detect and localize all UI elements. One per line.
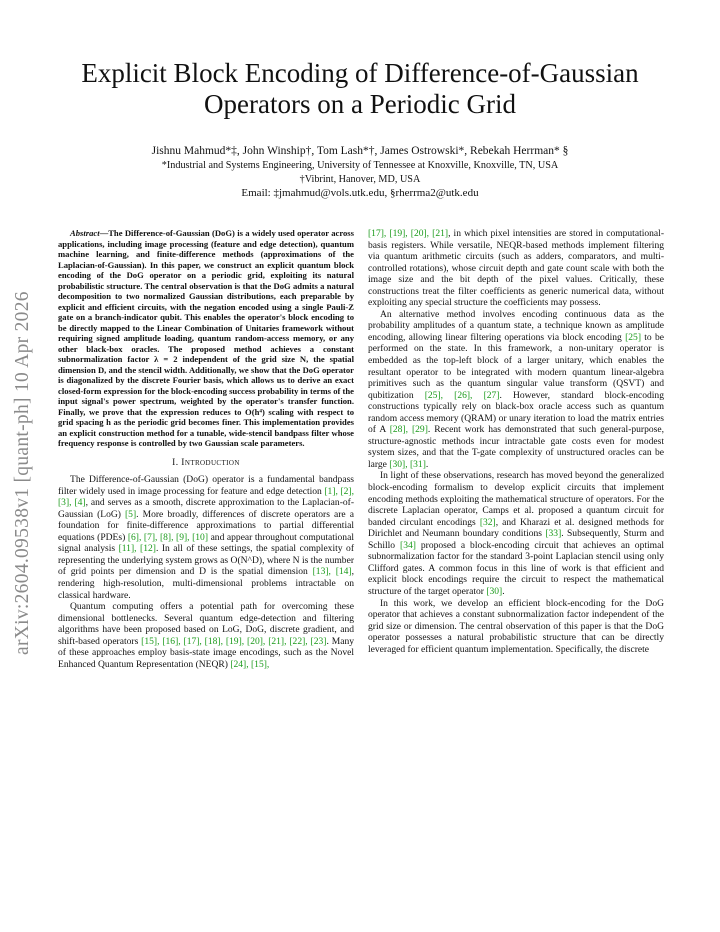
abstract-text: The Difference-of-Gaussian (DoG) is a widely used operator across applications, including image processing (feature and edge detection), quantum machine learning, and finite-difference methods (approximations of the Laplacian-of-Gaussian). In this paper, we construct an explicit quantum block encoding of the DoG operator on a periodic grid, exploiting its natural probabilistic structure. The central observation is that the DoG admits a natural decomposition to two normalized Gaussian distributions, each preparable by explicit and efficient circuits, with the negation encoded using a single Pauli-Z gate on a branch-indicator qubit. This enables the operator's block encoding to be directly mapped to the Linear Combination of Unitaries framework without requiring signed amplitude loading, quantum random-access memory, or any other black-box oracles. The proposed method achieves a constant subnormalization factor λ = 2 independent of the grid size N, the spatial dimension D, and the stencil width. Additionally, we show that the DoG operator is diagonalized by the discrete Fourier basis, which allows us to derive an exact closed-form expression for the block-encoding success probability in terms of the input signal's power spectrum, weighted by the operator's transfer function. Finally, we prove that the expression reduces to O(h⁴) scaling with respect to grid spacing h as the periodic grid becomes finer. This implementation provides an explicit construction method for a tunable, wide-stencil bandpass filter whose frequency response is controlled by two Gaussian scale parameters.: [58, 228, 354, 448]
citation-link[interactable]: [11], [12]: [118, 543, 156, 555]
right-column: [368, 228, 664, 655]
intro-paragraph-2: Quantum computing offers a potential path for overcoming these dimensional bottlenecks. Several quantum edge-detection and filtering algorithms have been proposed based on LoG, DoG, discrete gradient, and shift-based operators [15], [16], [17], [18], [19], [20], [21], [22], [23]. Many of these approaches employ basis-state image encodings, such as the Novel Enhanced Quantum Representation (NEQR) [24], [15],: [58, 601, 354, 670]
citation-link[interactable]: [34]: [400, 539, 416, 551]
intro-paragraph-5: In this work, we develop an efficient block-encoding for the DoG operator that achieves a constant subnormalization factor independent of the grid size or dimension. The central observation of this paper is that the DoG operator possesses a natural probabilistic structure that can be directly leveraged for efficient quantum implementation. Specifically, the discrete: [368, 597, 664, 655]
citation-link[interactable]: [17], [19], [20], [21]: [368, 228, 449, 239]
section-number: I.: [172, 457, 179, 468]
citation-link[interactable]: [6], [7], [8], [9], [10]: [127, 531, 209, 543]
left-column: [58, 228, 354, 670]
intro-paragraph-3: An alternative method involves encoding continuous data as the probability amplitudes of a quantum state, a technique known as amplitude encoding, allowing linear filtering operations via block encoding [25] to be performed on the state. In this framework, a non-unitary operator is embedded as the top-left block of a larger unitary, which enables the resultant operator to be integrated with modern quantum linear-algebra primitives such as the quantum singular value transform (QSVT) and qubitization [25], [26], [27]. However, standard block-encoding constructions typically rely on black-box oracle access such as quantum random access memory (QRAM) or unary iteration to load the matrix entries of A [28], [29]. Recent work has demonstrated that such general-purpose, structure-agnostic methods incur intractable gate costs even for modest system sizes, and that the T-gate complexity of unstructured oracles can be large [30], [31].: [368, 308, 664, 470]
citation-link[interactable]: [5]: [125, 508, 137, 520]
abstract: Abstract—The Difference-of-Gaussian (DoG) is a widely used operator across applications, including image processing (feature and edge detection), quantum machine learning, and finite-difference methods (approximations of the Laplacian-of-Gaussian). In this paper, we construct an explicit quantum block encoding of the DoG operator on a periodic grid, exploiting its natural probabilistic structure. The central observation is that the DoG admits a natural decomposition to two normalized Gaussian distributions, each preparable by explicit and efficient circuits, with the negation encoded using a single Pauli-Z gate on a branch-indicator qubit. This enables the operator's block encoding to be directly mapped to the Linear Combination of Unitaries framework without requiring signed amplitude loading, quantum random-access memory, or any other black-box oracles. The proposed method achieves a constant subnormalization factor λ = 2 independent of the grid size N, the spatial dimension D, and the stencil width. Additionally, we show that the DoG operator is diagonalized by the discrete Fourier basis, which allows us to derive an exact closed-form expression for the block-encoding success probability in terms of the input signal's power spectrum, weighted by the operator's transfer function. Finally, we prove that the expression reduces to O(h⁴) scaling with respect to grid spacing h as the periodic grid becomes finer. This implementation provides an explicit construction method for a tunable, wide-stencil bandpass filter whose frequency response is controlled by two Gaussian scale parameters.: [58, 228, 354, 448]
section-title: Introduction: [181, 457, 240, 468]
affiliation-vibrint: †Vibrint, Hanover, MD, USA: [299, 174, 421, 185]
intro-paragraph-4: In light of these observations, research has moved beyond the generalized block-encoding formalism to develop explicit circuits that implement encoding methods exploiting the mathematical structure of operators. For the discrete Laplacian operator, Camps et al. proposed a quantum circuit for banded circulant encodings [32], and Kharazi et al. designed methods for Dirichlet and Neumann boundary conditions [33]. Subsequently, Sturm and Schillo [34] proposed a block-encoding circuit that achieves an optimal subnormalization factor for the standard 3-point Laplacian stencil using only Clifford gates. A common focus in this line of work is that efficient and explicit block encodings require the circuit to respect the mathematical structure of the target operator [30].: [368, 470, 664, 597]
citation-link[interactable]: [33]: [545, 528, 562, 540]
arxiv-identifier-stamp: arXiv:2604.09538v1 [quant-ph] 10 Apr 2026: [12, 291, 33, 655]
citation-link[interactable]: [24], [15],: [230, 658, 270, 670]
citation-link[interactable]: [15], [16], [17], [18], [19], [20], [21], [22], [23]: [141, 635, 327, 647]
author-list: Jishnu Mahmud*‡, John Winship†, Tom Lash*†, James Ostrowski*, Rebekah Herrman* §: [151, 145, 569, 157]
citation-link[interactable]: [13], [14]: [312, 566, 352, 578]
citation-link[interactable]: [30], [31]: [389, 458, 426, 470]
abstract-label: Abstract: [70, 228, 100, 238]
citation-link[interactable]: [25], [26], [27]: [424, 389, 500, 401]
citation-link[interactable]: [32]: [479, 516, 496, 528]
affiliation-utk: *Industrial and Systems Engineering, University of Tennessee at Knoxville, Knoxville, TN, USA: [161, 160, 559, 171]
citation-link[interactable]: [30]: [486, 585, 503, 597]
section-heading-introduction: [58, 458, 354, 470]
citation-link[interactable]: [25]: [625, 331, 641, 343]
citation-link[interactable]: [28], [29]: [389, 424, 428, 436]
paper-title: Explicit Block Encoding of Difference-of-Gaussian Operators on a Periodic Grid: [81, 58, 639, 119]
citation-link[interactable]: [1], [2], [3], [4]: [58, 485, 354, 509]
intro-paragraph-2-continued: [17], [19], [20], [21], in which pixel intensities are stored in computational-basis registers. While versatile, NEQR-based methods implement filtering via quantum arithmetic circuits (such as adders, comparators, and multi-controlled rotations), whose circuit depth and gate count scale with both the image size and the bit depth of the pixel values. Critically, these constructions treat the filter coefficients as generic numerical data, without exploiting any special structure the coefficients may possess.: [368, 228, 664, 309]
contact-emails: Email: ‡jmahmud@vols.utk.edu, §rherrma2@utk.edu: [241, 187, 479, 199]
intro-paragraph-1: The Difference-of-Gaussian (DoG) operator is a fundamental bandpass filter widely used in image processing for feature and edge detection [1], [2], [3], [4], and serves as a smooth, discrete approximation to the Laplacian-of-Gaussian (LoG) [5]. More broadly, differences of discrete operators are a foundation for finite-difference approximations to partial differential equations (PDEs) [6], [7], [8], [9], [10] and appear throughout computational signal analysis [11], [12]. In all of these settings, the spatial complexity of representing the underlying system grows as O(N^D), where N is the number of grid points per dimension and D is the spatial dimension [13], [14], rendering high-resolution, multi-dimensional problems intractable on classical hardware.: [58, 474, 355, 601]
